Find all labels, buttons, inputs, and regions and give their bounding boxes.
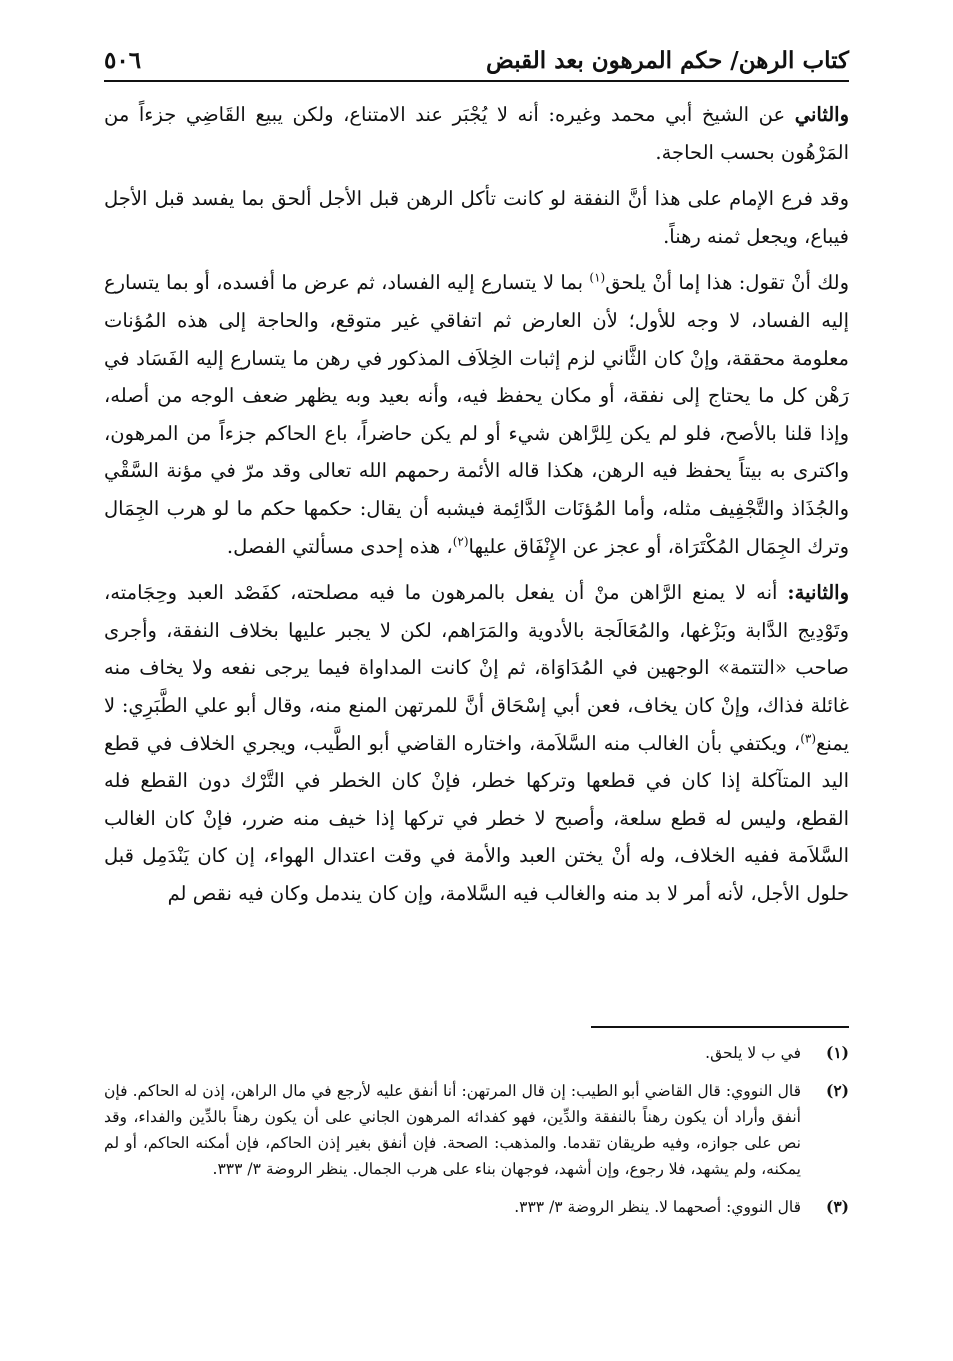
footnote-number: (٢) [825,1081,849,1100]
paragraph-text: أنه لا يمنع الرَّاهن منْ أن يفعل بالمرهون ما فيه مصلحته، كفَصْد العبد وحِجَامته، وتَوْدِيج الدَّابة وبَزْغها، والمُعَالَجة بالأدوية والمَرَاهم، لكن لا يجبر عليها بخلاف النفقة، وأجرى صاحب «التتمة» الوجهين في المُدَاوَاة، ثم إنْ كانت المداواة فيما يرجى نفعه ولا يخاف منه غائلة فذاك، وإنْ كان يخاف، فعن أبي إسْحَاق أنَّ للمرتهن المنع منه، وقال أبو علي الطَّبَرِي: لا يمنع [104,581,849,755]
footnote-ref-2[interactable]: (٢) [452,534,469,549]
main-text [104,96,849,921]
paragraph-lead: والثانية: [787,581,849,605]
footnote-1 [104,1040,849,1066]
footnote-text: قال النووي: قال القاضي أبو الطيب: إن قال المرتهن: أنا أنفق عليه لأرجع في مال الراهن، إذن له الحاكم. فإن أنفق وأراد أن يكون رهناً بالنفقة والدِّين، فهو كفدائه المرهون الجاني على أن يكون رهناً بالدِّين والفداء، وقد نص على جوازه، وفيه طريقان تقدما. والمذهب: الصحة. فإن أنفق بغير إذن الحاكم، فإن أمكنه الحاكم، أو لم يمكنه، ولم يشهد، فلا رجوع، وإن أشهد، فوجهان بناء على هرب الجمال. ينظر الروضة ٣/ ٣٣٣. [104,1082,801,1178]
paragraph-3 [104,264,849,565]
paragraph-text: ولك أنْ تقول: هذا إما أنْ يلحق [605,271,849,295]
paragraph-4 [104,574,849,912]
paragraph-text: عن الشيخ أبي محمد وغيره: أنه لا يُجْبَر عند الامتناع، ولكن يبيع القَاضِي جزءاً من المَرْهُون بحسب الحاجة. [104,103,849,164]
page-number: ٥٠٦ [104,47,142,74]
paragraph-2 [104,180,849,255]
footnote-text: في ب لا يلحق. [705,1044,801,1062]
footnotes [104,1040,849,1232]
paragraph-text: ، ويكتفي بأن الغالب منه السَّلاَمة، واختاره القاضي أبو الطَّيب، ويجري الخلاف في قطع اليد المتآكلة إذا كان في قطعها وتركها خطر، فإنْ كان الخطر في التَّرْك دون القطع فله القطع، وليس له قطع سلعة، وأصبح لا خطر في تركها إذا خيف منه ضرر، فإنْ كان الغالب السَّلاَمة ففيه الخلاف، وله أنْ يختن العبد والأمة في وقت اعتدال الهواء، إن كان يَنْدَمِل قبل حلول الأجل، لأنه أمر لا بد منه والغالب فيه السَّلامة، وإن كان يندمل وكان فيه نقص لم [104,731,849,905]
footnote-3 [104,1194,849,1220]
paragraph-text: وقد فرع الإمام على هذا أنَّ النفقة لو كانت تأكل الرهن قبل الأجل ألحق بما يفسد قبل الأجل فيباع، ويجعل ثمنه رهناً. [104,187,849,248]
footnote-ref-1[interactable]: (١) [589,270,606,285]
paragraph-1 [104,96,849,171]
running-title: كتاب الرهن/ حكم المرهون بعد القبض [486,47,849,74]
footnote-2 [104,1078,849,1182]
paragraph-lead: والثاني [794,103,849,126]
footnote-divider [591,1026,849,1028]
paragraph-text: ، هذه إحدى مسألتي الفصل. [226,534,453,558]
footnote-text: قال النووي: أصحهما لا. ينظر الروضة ٣/ ٣٣٣. [514,1198,801,1216]
page-header [104,30,849,74]
paragraph-text: بما لا يتسارع إليه الفساد، ثم عرض ما أفسده، أو بما يتسارع إليه الفساد، لا وجه للأول؛ لأن العارض ثم اتفاقي غير متوقع، والحاجة إلى هذه المُؤنات معلومة محققة، وإنْ كان الثَّاني لزم إثبات الخِلاَف المذكور في رهن ما يتسارع إليه الفَسَاد في رَهْن كل ما يحتاج إلى نفقة، أو مكان يحفظ فيه، وأنه بعيد وبه يظهر ضعف الوجه من أصله، وإذا قلنا بالأصح، فلو لم يكن لِلرَّاهن شيء أو لم يكن حاضراً، باع الحاكم جزءاً من المرهون، واكترى به بيتاً يحفظ فيه الرهن، هكذا قاله الأئمة رحمهم الله تعالى وقد مرّ في مؤنة السَّقْي والجُذَاذ والتَّجْفِيف مثله، وأما المُؤنَات الدَّائِمة فيشبه أن يقال: حكمها حكم ما لو هرب الجِمَال وترك الجِمَال المُكْتَرَاة، أو عجز عن الإِنْفَاق عليها [104,271,849,558]
footnote-number: (١) [825,1043,849,1062]
header-divider [104,80,849,82]
footnote-ref-3[interactable]: (٣) [800,731,817,745]
footnote-number: (٣) [825,1197,849,1216]
